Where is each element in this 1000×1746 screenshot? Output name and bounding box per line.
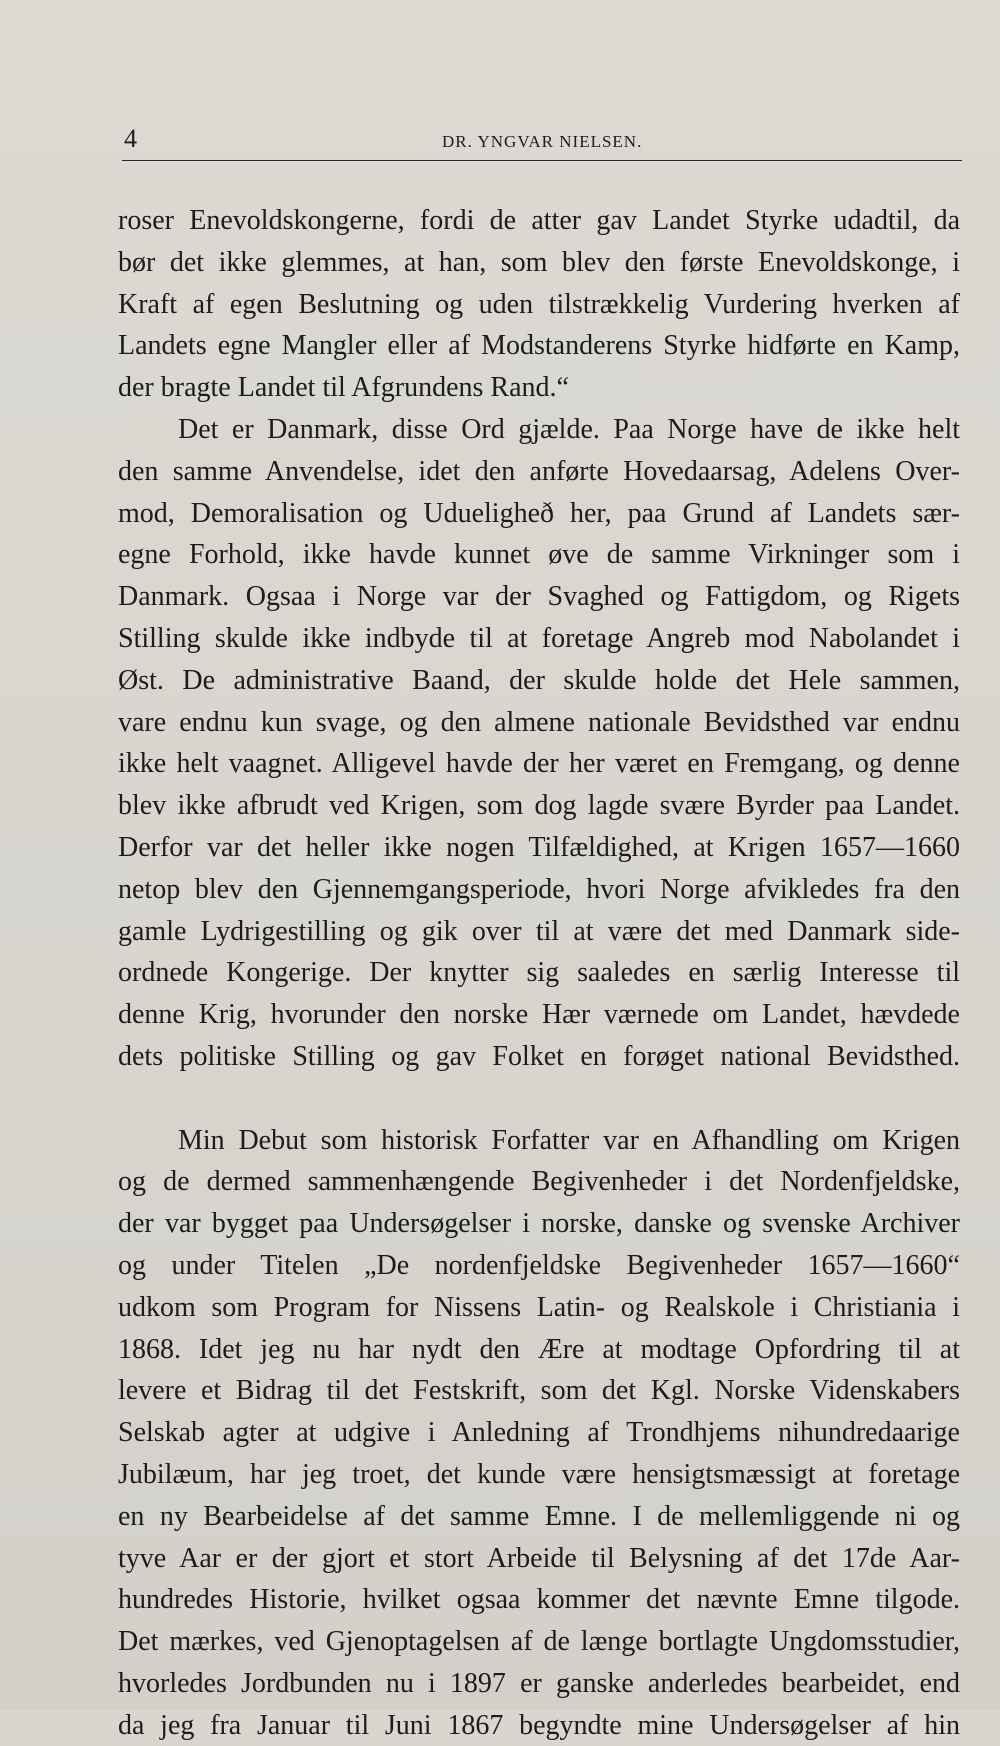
text-line: dets politiske Stilling og gav Folket en forøget national Bevidsthed. [118,1040,960,1072]
header-rule [122,160,962,161]
text-line: vare endnu kun svage, og den almene nationale Bevidsthed var endnu [118,706,960,738]
text-line: den samme Anvendelse, idet den anførte Hovedaarsag, Adelens Over- [118,455,960,487]
text-line: netop blev den Gjennemgangsperiode, hvori Norge afvikledes fra den [118,873,960,905]
text-line: Det er Danmark, disse Ord gjælde. Paa Norge have de ikke helt [178,413,960,445]
text-line: Danmark. Ogsaa i Norge var der Svaghed og Fattigdom, og Rigets [118,581,960,613]
text-line [118,1078,960,1120]
text-line: Derfor var det heller ikke nogen Tilfældighed, at Krigen 1657—1660 [118,831,960,863]
text-line: hundredes Historie, hvilket ogsaa kommer det nævnte Emne tilgode. [118,1584,960,1616]
text-line: da jeg fra Januar til Juni 1867 begyndte mine Undersøgelser af hin [118,1709,960,1741]
paragraph-2 [118,409,960,1120]
text-line: Øst. De administrative Baand, der skulde holde det Hele sammen, [118,664,960,696]
text-line: blev ikke afbrudt ved Krigen, som dog lagde svære Byrder paa Landet. [118,790,960,822]
text-line: denne Krig, hvorunder den norske Hær værnede om Landet, hævdede [118,999,960,1031]
text-line: ordnede Kongerige. Der knytter sig saaledes en særlig Interesse til [118,957,960,989]
text-line: bør det ikke glemmes, at han, som blev den første Enevoldskonge, i [118,246,960,278]
text-line: Selskab agter at udgive i Anledning af Trondhjems nihundredaarige [118,1417,960,1449]
page-header [122,122,962,162]
text-line: ikke helt vaagnet. Alligevel havde der her været en Fremgang, og denne [118,748,960,780]
text-line: mod, Demoralisation og Udueligheð her, paa Grund af Landets sær- [118,497,960,529]
text-line: roser Enevoldskongerne, fordi de atter gav Landet Styrke udadtil, da [118,205,960,236]
text-line: tyve Aar er der gjort et stort Arbeide til Belysning af det 17de Aar- [118,1542,960,1574]
text-line: der bragte Landet til Afgrundens Rand.“ [118,372,569,404]
text-line: levere et Bidrag til det Festskrift, som det Kgl. Norske Videnskabers [118,1375,960,1407]
text-line: gamle Lydrigestilling og gik over til at være det med Danmark side- [118,915,960,947]
text-line: der var bygget paa Undersøgelser i norske, danske og svenske Archiver [118,1208,960,1240]
text-line: 1868. Idet jeg nu har nydt den Ære at modtage Opfordring til at [118,1333,960,1365]
text-line: udkom som Program for Nissens Latin- og Realskole i Christiania i [118,1291,960,1323]
text-line: Det mærkes, ved Gjenoptagelsen af de længe bortlagte Ungdomsstudier, [118,1626,960,1658]
paragraph-3 [118,1120,960,1746]
page-number: 4 [124,124,137,153]
text-line: og de dermed sammenhængende Begivenheder i det Nordenfjeldske, [118,1166,960,1198]
text-line: Landets egne Mangler eller af Modstanderens Styrke hidførte en Kamp, [118,330,960,362]
text-line: og under Titelen „De nordenfjeldske Begivenheder 1657—1660“ [118,1249,960,1281]
text-line: Min Debut som historisk Forfatter var en Afhandling om Krigen [178,1124,960,1156]
paragraph-1 [118,200,960,409]
text-line: Kraft af egen Beslutning og uden tilstrækkelig Vurdering hverken af [118,288,960,320]
text-line: Stilling skulde ikke indbyde til at foretage Angreb mod Nabolandet i [118,622,960,654]
text-line: hvorledes Jordbunden nu i 1897 er ganske anderledes bearbeidet, end [118,1667,960,1699]
text-line: Jubilæum, har jeg troet, det kunde være hensigtsmæssigt at foretage [118,1458,960,1490]
text-line: en ny Bearbeidelse af det samme Emne. I de mellemliggende ni og [118,1500,960,1532]
body-text [118,200,960,1746]
text-line: egne Forhold, ikke havde kunnet øve de samme Virkninger som i [118,539,960,571]
running-head: DR. YNGVAR NIELSEN. [442,132,643,151]
